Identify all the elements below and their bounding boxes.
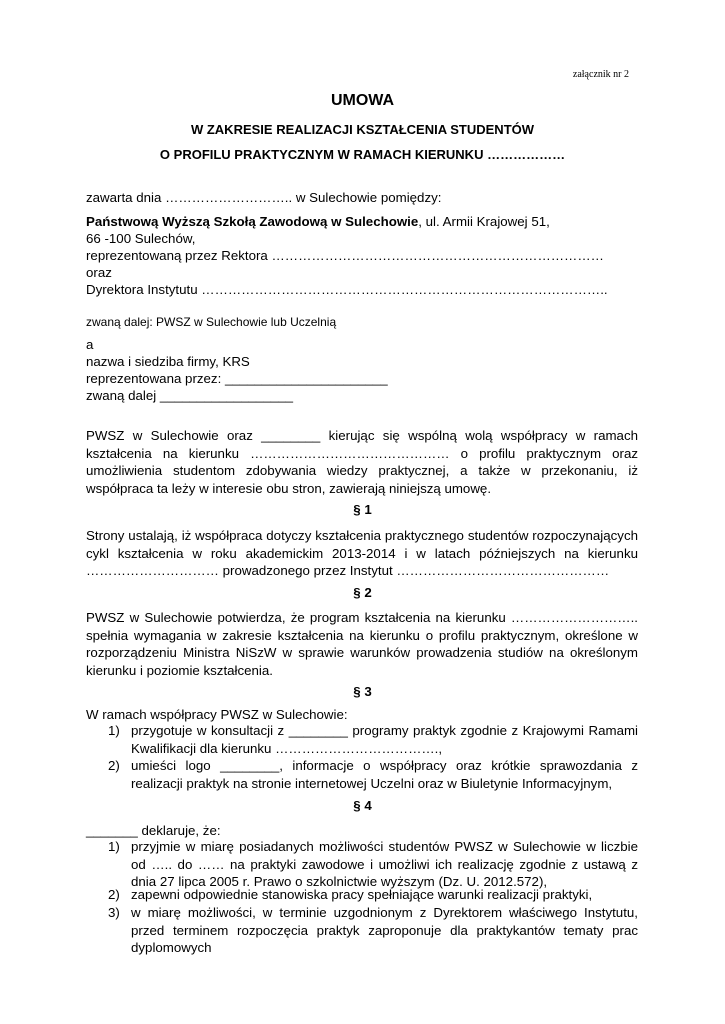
section-4-lead: _______ deklaruje, że: — [86, 823, 221, 838]
called2-line: zwaną dalej __________________ — [86, 388, 294, 403]
section-2-heading: § 2 — [353, 585, 372, 600]
section-4-heading: § 4 — [353, 798, 372, 813]
rector-line: reprezentowaną przez Rektora ………………………………………………………………… — [86, 248, 604, 263]
section-3-heading: § 3 — [353, 684, 372, 699]
list-number: 2) — [108, 758, 120, 773]
list-number: 1) — [108, 723, 120, 738]
intro-paragraph: PWSZ w Sulechowie oraz ________ kierując się wspólną wolą współpracy w ramach kształcenia na kierunku ……………………………………… o profilu praktycznym oraz umożliwienia studentom zdobywania wiedzy praktycznej, a także w przekonaniu, iż współpraca ta leży w interesie obu stron, zawierają niniejszą umowę. — [86, 428, 638, 496]
university-line — [86, 213, 550, 230]
a-line: a — [86, 337, 94, 352]
list-text: przygotuje w konsultacji z ________ programy praktyk zgodnie z Krajowymi Ramami Kwalifikacji dla kierunku ………………………………., — [131, 723, 638, 756]
university-name: Państwową Wyższą Szkołą Zawodową w Sulechowie — [86, 214, 419, 229]
attachment-label: załącznik nr 2 — [572, 69, 629, 80]
director-line: Dyrektora Instytutu ……………………………………………………………………………….. — [86, 282, 608, 297]
list-text: umieści logo ________, informacje o współpracy oraz krótkie sprawozdania z realizacji praktyk na stronie internetowej Uczelni oraz w Biuletynie Informacyjnym, — [131, 758, 638, 791]
list-text: w miarę możliwości, w terminie uzgodnionym z Dyrektorem właściwego Instytutu, przed terminem rozpoczęcia praktyk zaproponuje dla praktykantów tematy prac dyplomowych — [131, 905, 638, 955]
section-1-heading: § 1 — [353, 502, 372, 517]
university-address: , ul. Armii Krajowej 51, — [418, 214, 550, 229]
list-number: 3) — [108, 905, 120, 920]
section-4-item-2 — [86, 886, 638, 904]
document-title: UMOWA — [330, 92, 395, 109]
and-line: oraz — [86, 265, 112, 280]
document-subtitle-2: O PROFILU PRAKTYCZNYM W RAMACH KIERUNKU ……………… — [159, 147, 566, 162]
section-2-text: PWSZ w Sulechowie potwierdza, że program kształcenia na kierunku ……………………….. spełnia wymagania w zakresie kształcenia na kierunku o profilu praktycznym, określone w rozporządzeniu Ministra NiSzW w sprawie warunków prowadzenia studiów na określonym kierunku i poziomie kształcenia. — [86, 610, 638, 678]
section-4-item-1 — [86, 838, 638, 891]
section-3-lead: W ramach współpracy PWSZ w Sulechowie: — [86, 707, 348, 722]
section-3-item-1 — [86, 722, 638, 757]
list-text: przyjmie w miarę posiadanych możliwości studentów PWSZ w Sulechowie w liczbie od ….. do …… na praktyki zawodowe i umożliwi ich realizację zgodnie z ustawą z dnia 27 lipca 2005 r. Prawo o szkolnictwie wyższym (Dz. U. 2012.572), — [131, 839, 638, 889]
list-text: zapewni odpowiednie stanowiska pracy spełniające warunki realizacji praktyki, — [131, 887, 593, 902]
represented-by-line: reprezentowana przez: ______________________ — [86, 371, 388, 386]
section-1-text: Strony ustalają, iż współpraca dotyczy kształcenia praktycznego studentów rozpoczynających cykl kształcenia w roku akademickim 2013-2014 i w latach późniejszych na kierunku ………………………… prowadzonego przez Instytut ………………………………………… — [86, 528, 638, 578]
section-4-item-3 — [86, 904, 638, 957]
postal-line: 66 -100 Sulechów, — [86, 231, 196, 246]
concluded-line: zawarta dnia ……………………….. w Sulechowie pomiędzy: — [86, 190, 442, 205]
called-line: zwaną dalej: PWSZ w Sulechowie lub Uczelnią — [86, 315, 337, 329]
document-subtitle-1: W ZAKRESIE REALIZACJI KSZTAŁCENIA STUDENTÓW — [190, 122, 535, 137]
company-line: nazwa i siedziba firmy, KRS — [86, 354, 250, 369]
list-number: 1) — [108, 839, 120, 854]
list-number: 2) — [108, 887, 120, 902]
section-3-item-2 — [86, 757, 638, 792]
